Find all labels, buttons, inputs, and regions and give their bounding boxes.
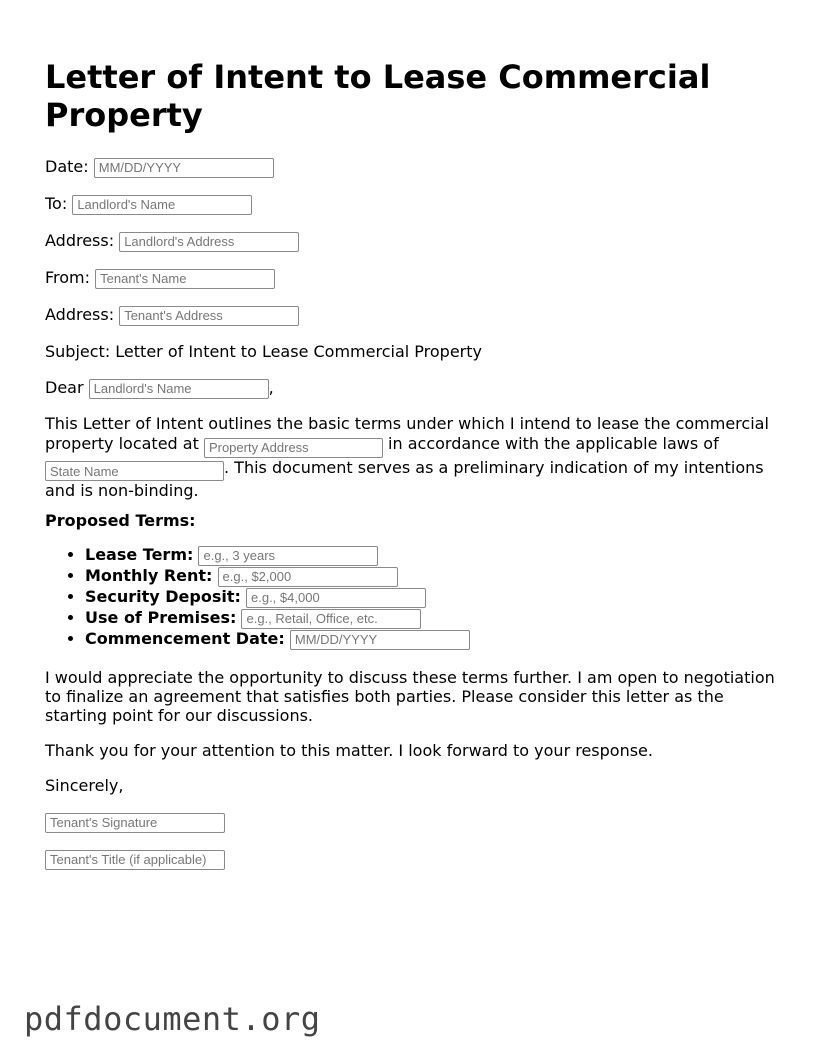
- term-commencement-date: [85, 628, 785, 649]
- date-label: Date:: [45, 157, 89, 176]
- term-label: Monthly Rent:: [85, 566, 213, 585]
- from-row: [45, 267, 275, 289]
- landlord-address-label: Address:: [45, 231, 115, 250]
- term-label: Commencement Date:: [85, 629, 285, 648]
- signature-input[interactable]: [45, 813, 225, 833]
- lease-term-input[interactable]: [198, 546, 378, 566]
- intro-text-2: in accordance with the applicable laws of: [388, 434, 719, 453]
- tenant-title-row: [45, 848, 225, 870]
- term-label: Use of Premises:: [85, 608, 237, 627]
- salutation-landlord-input[interactable]: [89, 379, 269, 399]
- tenant-name-input[interactable]: [95, 269, 275, 289]
- tenant-address-input[interactable]: [119, 306, 299, 326]
- proposed-terms-list: [45, 544, 785, 649]
- date-row: [45, 156, 274, 178]
- to-row: [45, 193, 252, 215]
- landlord-address-row: [45, 230, 299, 252]
- watermark-text: pdfdocument.org: [24, 1000, 321, 1038]
- term-label: Security Deposit:: [85, 587, 241, 606]
- landlord-name-input[interactable]: [72, 195, 252, 215]
- term-security-deposit: [85, 586, 785, 607]
- state-name-input[interactable]: [45, 461, 224, 481]
- page-title: Letter of Intent to Lease Commercial Property: [45, 58, 711, 134]
- intro-paragraph: [45, 414, 780, 501]
- monthly-rent-input[interactable]: [218, 567, 398, 587]
- salutation-row: [45, 377, 274, 399]
- tenant-title-input[interactable]: [45, 850, 225, 870]
- proposed-terms-heading: Proposed Terms:: [45, 511, 196, 530]
- salutation-prefix: Dear: [45, 378, 84, 397]
- closing-paragraph: I would appreciate the opportunity to discuss these terms further. I am open to negotiation to finalize an agreement that satisfies both parties. Please consider this letter as the starting point for our discussions.: [45, 668, 775, 725]
- signature-row: [45, 811, 225, 833]
- security-deposit-input[interactable]: [246, 588, 426, 608]
- landlord-address-input[interactable]: [119, 232, 299, 252]
- tenant-address-label: Address:: [45, 305, 115, 324]
- tenant-address-row: [45, 304, 299, 326]
- to-label: To:: [45, 194, 68, 213]
- use-of-premises-input[interactable]: [241, 609, 421, 629]
- intro-text-3: . This document serves as a preliminary indication of my intentions and is non-binding.: [45, 457, 764, 500]
- thanks-line: Thank you for your attention to this matter. I look forward to your response.: [45, 741, 653, 760]
- signoff-line: Sincerely,: [45, 776, 124, 795]
- salutation-comma: ,: [268, 378, 274, 397]
- letter-page: [45, 0, 780, 795]
- subject-line: Subject: Letter of Intent to Lease Commercial Property: [45, 342, 482, 361]
- property-address-input[interactable]: [204, 438, 383, 458]
- commencement-date-input[interactable]: [290, 630, 470, 650]
- term-lease-term: [85, 544, 785, 565]
- term-monthly-rent: [85, 565, 785, 586]
- term-use-of-premises: [85, 607, 785, 628]
- from-label: From:: [45, 268, 91, 287]
- intro-text-1: This Letter of Intent outlines the basic terms under which I intend to lease the commercial property located at: [45, 414, 769, 453]
- date-input[interactable]: [94, 158, 274, 178]
- term-label: Lease Term:: [85, 545, 194, 564]
